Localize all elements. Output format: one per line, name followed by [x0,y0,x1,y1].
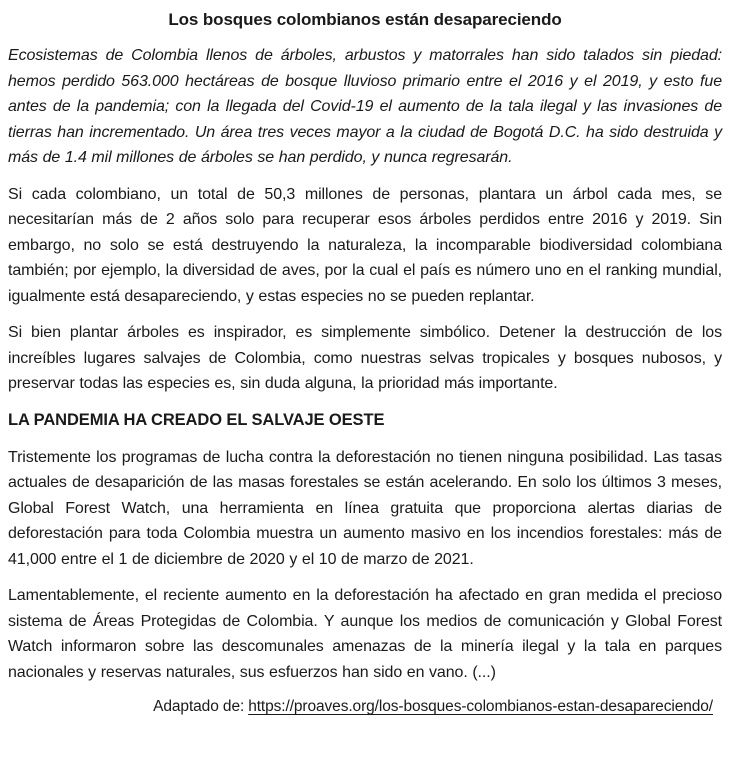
section-heading: LA PANDEMIA HA CREADO EL SALVAJE OESTE [8,410,385,429]
source-link[interactable]: https://proaves.org/los-bosques-colombianos-estan-desapareciendo/ [248,698,713,715]
body-paragraph: Si cada colombiano, un total de 50,3 millones de personas, plantara un árbol cada mes, se necesitarían más de 2 años solo para recuperar esos árboles perdidos entre 2016 y 2019. Sin embargo, no solo se está destruyendo la naturaleza, la incomparable biodiversidad colombiana también; por ejemplo, la diversidad de aves, por la cual el país es número uno en el ranking mundial, igualmente está desapareciendo, y estas especies no se pueden replantar. [8,185,722,305]
body-paragraph: Lamentablemente, el reciente aumento en la deforestación ha afectado en gran medida el precioso sistema de Áreas Protegidas de Colombia. Y aunque los medios de comunicación y Global Forest Watch informaron sobre las descomunales amenazas de la minería ilegal y la tala en parques nacionales y reservas naturales, sus esfuerzos han sido en vano. (...) [8,587,722,681]
document-title: Los bosques colombianos están desapareciendo [168,10,562,29]
lead-paragraph: Ecosistemas de Colombia llenos de árboles, arbustos y matorrales han sido talados sin piedad: hemos perdido 563.000 hectáreas de bosque lluvioso primario entre el 2016 y el 2019, y esto fue antes de la pandemia; con la llegada del Covid-19 el aumento de la tala ilegal y las invasiones de tierras han incrementado. Un área tres veces mayor a la ciudad de Bogotá D.C. ha sido destruida y más de 1.4 mil millones de árboles se han perdido, y nunca regresarán. [8,47,722,166]
attribution-label: Adaptado de: [153,698,245,715]
body-paragraph: Tristemente los programas de lucha contra la deforestación no tienen ninguna posibilidad. Las tasas actuales de desaparición de las masas forestales se están acelerando. En solo los últimos 3 meses, Global Forest Watch, una herramienta en línea gratuita que proporciona alertas diarias de deforestación para toda Colombia muestra un aumento masivo en los incendios forestales: más de 41,000 entre el 1 de diciembre de 2020 y el 10 de marzo de 2021. [8,448,722,568]
body-paragraph: Si bien plantar árboles es inspirador, es simplemente simbólico. Detener la destrucción de los increíbles lugares salvajes de Colombia, como nuestras selvas tropicales y bosques nubosos, y preservar todas las especies es, sin duda alguna, la prioridad más importante. [8,324,722,392]
attribution [8,696,722,718]
